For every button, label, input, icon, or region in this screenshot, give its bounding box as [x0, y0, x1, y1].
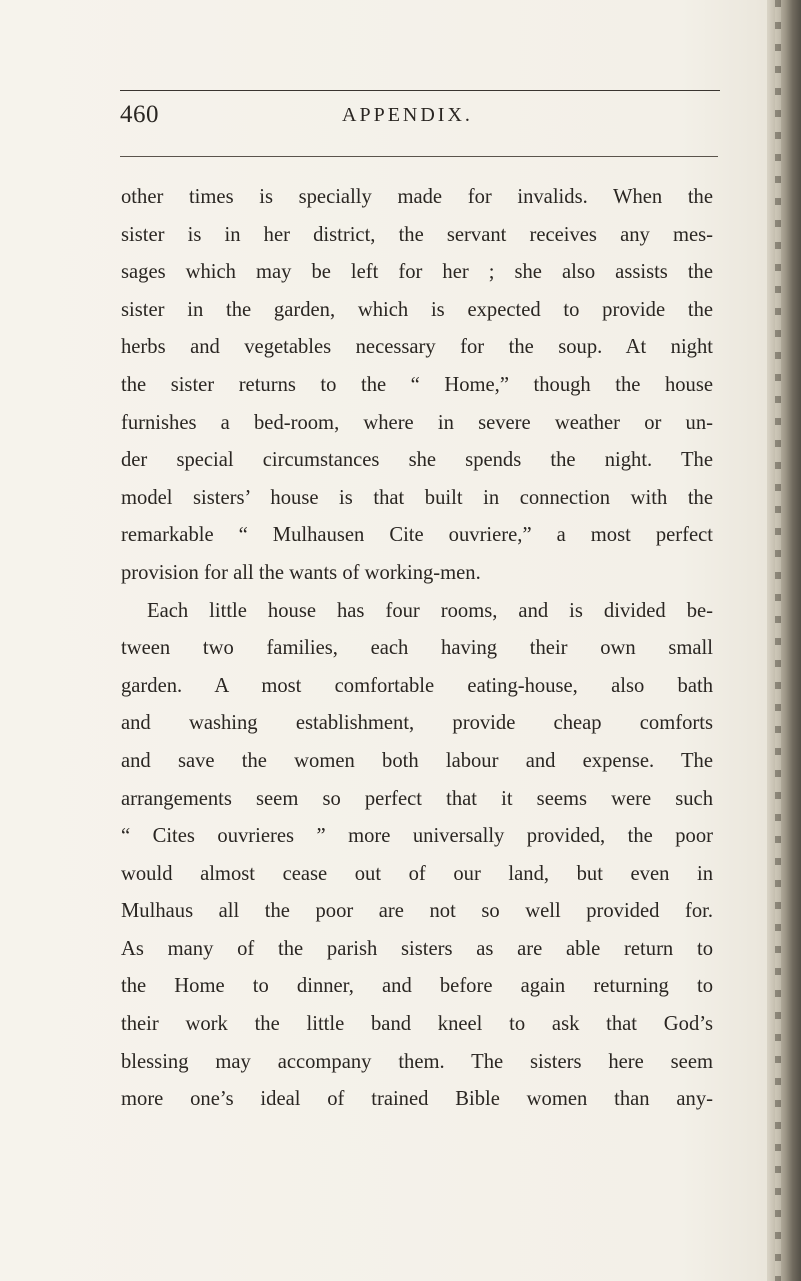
text-line: and save the women both labour and expense. The [121, 749, 713, 772]
text-line: As many of the parish sisters as are able return to [121, 937, 713, 960]
text-line: provision for all the wants of working-men. [121, 561, 481, 584]
text-line: sister is in her district, the servant receives any mes- [121, 223, 713, 246]
text-line: sister in the garden, which is expected to provide the [121, 298, 713, 321]
text-line: Each little house has four rooms, and is divided be- [147, 599, 713, 622]
text-line: arrangements seem so perfect that it seems were such [121, 787, 713, 810]
text-line: the Home to dinner, and before again returning to [121, 975, 713, 998]
text-line: other times is specially made for invalids. When the [121, 186, 713, 208]
text-line: garden. A most comfortable eating-house, also bath [121, 674, 713, 697]
text-line: and washing establishment, provide cheap comforts [121, 712, 713, 735]
text-line: “ Cites ouvrieres ” more universally provided, the poor [121, 825, 713, 848]
text-line: sages which may be left for her ; she also assists the [121, 261, 713, 284]
text-line: tween two families, each having their own small [121, 637, 713, 660]
body-text [121, 179, 713, 1119]
page-header [120, 101, 720, 141]
header-rule [120, 156, 718, 157]
book-binding-edge [767, 0, 801, 1281]
text-line: their work the little band kneel to ask that God’s [121, 1013, 713, 1036]
text-line: der special circumstances she spends the night. The [121, 449, 713, 472]
running-head: APPENDIX. [342, 104, 473, 126]
text-line: furnishes a bed-room, where in severe weather or un- [121, 411, 713, 434]
text-line: model sisters’ house is that built in connection with the [121, 486, 713, 509]
text-line: herbs and vegetables necessary for the soup. At night [121, 336, 713, 359]
text-line: remarkable “ Mulhausen Cite ouvriere,” a most perfect [121, 524, 713, 547]
text-line: Mulhaus all the poor are not so well provided for. [121, 900, 713, 923]
text-line: more one’s ideal of trained Bible women than any- [121, 1088, 713, 1111]
text-line: would almost cease out of our land, but even in [121, 862, 713, 885]
top-rule [120, 90, 720, 91]
text-line: the sister returns to the “ Home,” though the house [121, 373, 713, 396]
page-number: 460 [120, 101, 159, 128]
text-line: blessing may accompany them. The sisters here seem [121, 1050, 713, 1073]
